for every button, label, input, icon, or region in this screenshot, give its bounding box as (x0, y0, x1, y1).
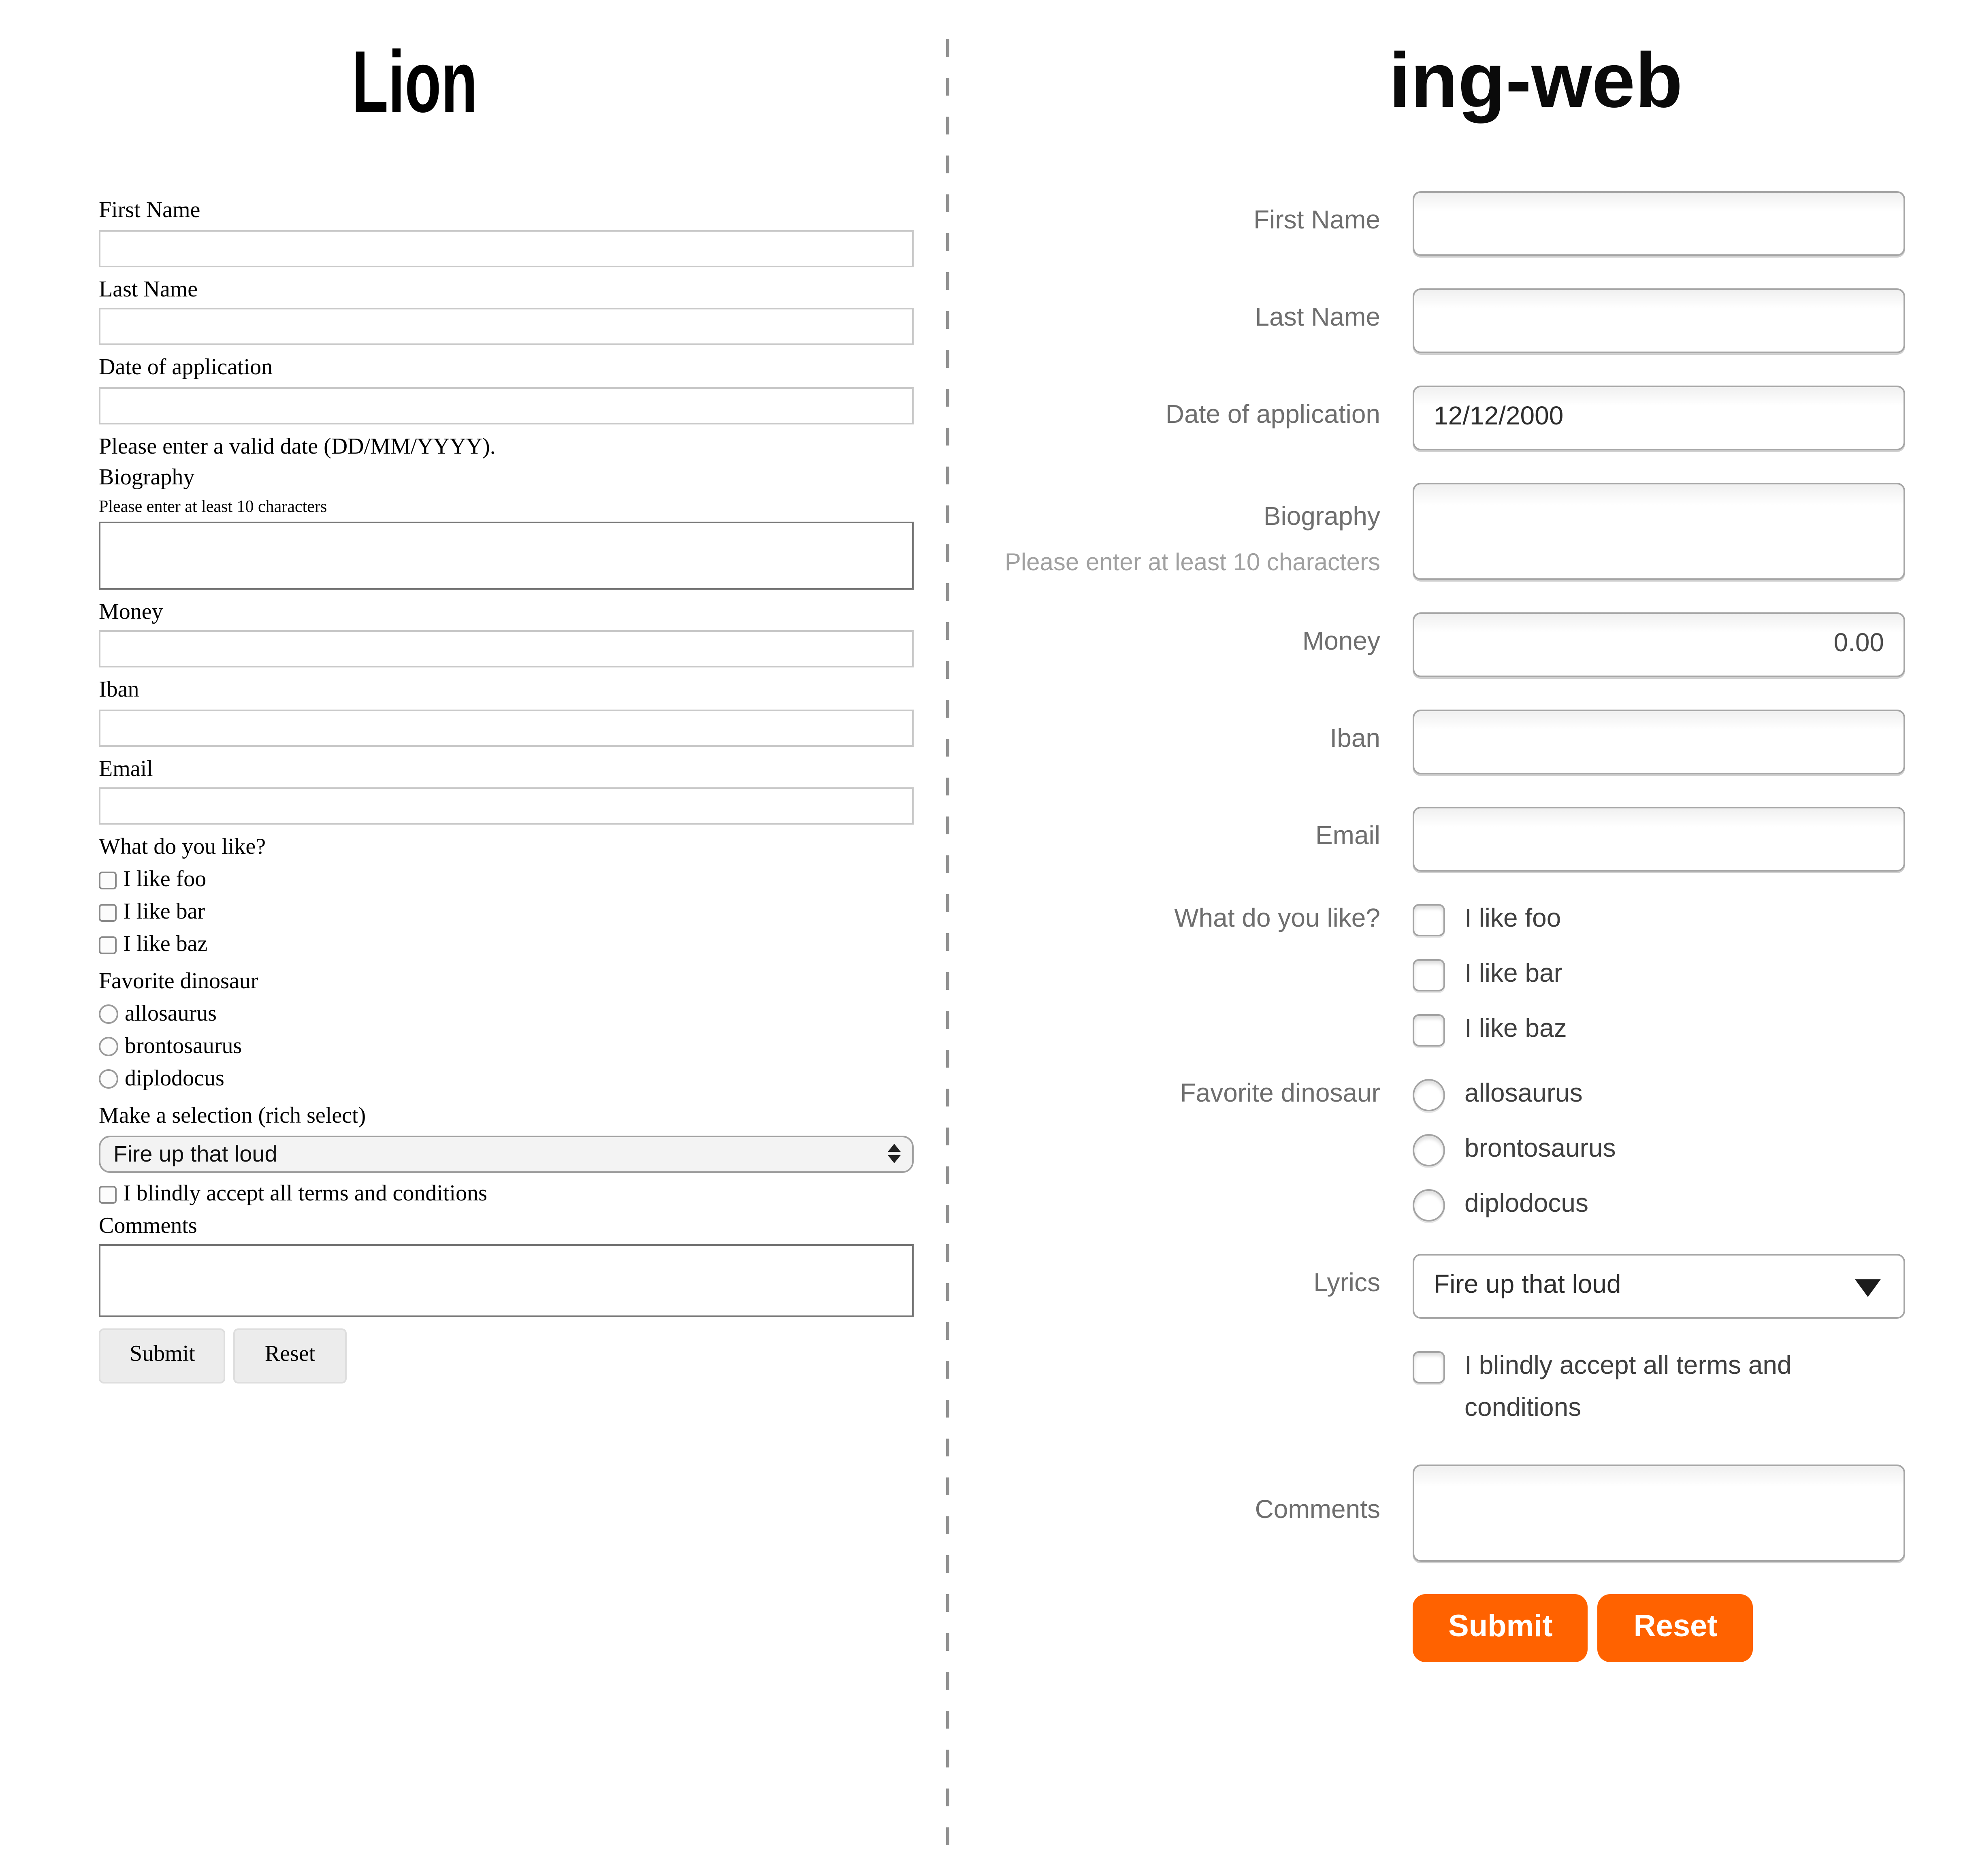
radio-icon[interactable] (99, 1005, 118, 1025)
like-foo-row[interactable] (1413, 904, 1905, 936)
money-input[interactable] (99, 631, 914, 668)
iban-row (972, 710, 1976, 774)
like-baz-row[interactable] (99, 931, 914, 959)
email-label: Email (1315, 823, 1380, 851)
ingweb-form (972, 190, 1976, 1661)
radio-icon[interactable] (99, 1038, 118, 1057)
lion-title (99, 32, 731, 133)
iban-label: Iban (1330, 726, 1380, 754)
checkbox-icon[interactable] (99, 872, 117, 889)
biography-label: Biography (99, 467, 195, 491)
dino-allosaurus-row[interactable] (99, 1001, 914, 1029)
radio-icon[interactable] (1413, 1189, 1445, 1222)
checkbox-icon[interactable] (1413, 959, 1445, 991)
terms-row (972, 1351, 1976, 1432)
date-helper: Please enter a valid date (DD/MM/YYYY). (99, 435, 496, 460)
ingweb-pane (959, 0, 1976, 1694)
dinosaur-label: Favorite dinosaur (1180, 1080, 1380, 1108)
checkbox-icon[interactable] (99, 904, 117, 922)
dinosaur-row (972, 1079, 1976, 1222)
like-bar-label: I like bar (123, 900, 205, 925)
submit-button[interactable]: Submit (1413, 1594, 1588, 1662)
dino-diplodocus-label: diplodocus (125, 1067, 224, 1091)
radio-icon[interactable] (1413, 1134, 1445, 1166)
money-row (972, 612, 1976, 677)
first-name-input[interactable] (99, 229, 914, 266)
like-baz-row[interactable] (1413, 1014, 1905, 1047)
like-foo-row[interactable] (99, 866, 914, 895)
date-row (972, 385, 1976, 450)
biography-row (972, 482, 1976, 580)
biography-textarea[interactable] (99, 521, 914, 589)
email-row (972, 807, 1976, 872)
like-bar-row[interactable] (99, 899, 914, 927)
buttons-spacer (972, 1594, 1380, 1662)
date-label: Date of application (1165, 402, 1380, 430)
comments-row (972, 1464, 1976, 1561)
dino-brontosaurus-label: brontosaurus (1464, 1135, 1616, 1163)
date-input[interactable] (1413, 385, 1905, 450)
lion-buttons (99, 1329, 914, 1384)
money-label: Money (99, 600, 163, 625)
checkbox-icon[interactable] (1413, 1014, 1445, 1047)
radio-icon[interactable] (99, 1070, 118, 1089)
first-name-label: First Name (1253, 207, 1380, 235)
iban-input[interactable] (99, 709, 914, 746)
biography-helper: Please enter at least 10 characters (1004, 550, 1380, 578)
column-divider (946, 39, 949, 1848)
dino-allosaurus-label: allosaurus (125, 1002, 217, 1027)
ingweb-buttons (1413, 1594, 1905, 1662)
lyrics-row (972, 1254, 1976, 1319)
money-input[interactable] (1413, 612, 1905, 677)
terms-label-spacer (972, 1351, 1380, 1432)
dino-allosaurus-row[interactable] (1413, 1079, 1905, 1111)
biography-textarea[interactable] (1413, 482, 1905, 579)
rich-select-label: Make a selection (rich select) (99, 1105, 366, 1130)
iban-input[interactable] (1413, 710, 1905, 774)
likes-question-label: What do you like? (99, 836, 266, 861)
last-name-label: Last Name (1255, 305, 1380, 333)
radio-icon[interactable] (1413, 1079, 1445, 1111)
rich-select[interactable] (99, 1135, 914, 1172)
select-spinner-icon (888, 1144, 901, 1164)
like-baz-label: I like baz (123, 932, 208, 957)
lion-pane (99, 0, 914, 1384)
lion-title-text: Lion (352, 34, 477, 131)
email-input[interactable] (99, 788, 914, 825)
iban-label: Iban (99, 679, 139, 704)
money-label: Money (1302, 629, 1380, 657)
terms-label: I blindly accept all terms and conditions (123, 1182, 487, 1207)
like-bar-label: I like bar (1464, 960, 1562, 988)
last-name-input[interactable] (99, 308, 914, 345)
like-foo-label: I like foo (1464, 905, 1561, 933)
first-name-row (972, 190, 1976, 255)
like-foo-label: I like foo (123, 868, 207, 892)
last-name-label: Last Name (99, 278, 198, 303)
comments-textarea[interactable] (99, 1245, 914, 1317)
date-input[interactable] (99, 386, 914, 424)
chevron-down-icon (1855, 1279, 1881, 1297)
lyrics-label: Lyrics (1313, 1271, 1380, 1298)
comments-label: Comments (1255, 1497, 1380, 1525)
dino-diplodocus-row[interactable] (99, 1066, 914, 1094)
last-name-input[interactable] (1413, 288, 1905, 352)
likes-question-label: What do you like? (1174, 905, 1380, 933)
first-name-label: First Name (99, 199, 200, 224)
buttons-row (972, 1594, 1976, 1662)
biography-label-block (972, 482, 1380, 580)
likes-group (1413, 904, 1905, 1047)
terms-label: I blindly accept all terms and conditions (1464, 1352, 1792, 1423)
checkbox-icon[interactable] (1413, 904, 1445, 936)
dino-diplodocus-label: diplodocus (1464, 1190, 1588, 1218)
ingweb-title: ing-web (1389, 39, 1683, 125)
comments-textarea[interactable] (1413, 1464, 1905, 1561)
comments-label: Comments (99, 1214, 197, 1239)
checkbox-icon[interactable] (1413, 1351, 1445, 1384)
checkbox-icon[interactable] (99, 936, 117, 954)
first-name-input[interactable] (1413, 190, 1905, 255)
dino-brontosaurus-row[interactable] (99, 1033, 914, 1062)
dino-brontosaurus-row[interactable] (1413, 1134, 1905, 1166)
last-name-row (972, 288, 1976, 352)
terms-control[interactable] (1413, 1351, 1905, 1432)
lyrics-select[interactable] (1413, 1254, 1905, 1319)
rich-select-value: Fire up that loud (113, 1141, 277, 1167)
email-label: Email (99, 757, 153, 782)
dino-brontosaurus-label: brontosaurus (125, 1034, 242, 1059)
dino-diplodocus-row[interactable] (1413, 1189, 1905, 1222)
lion-form (99, 198, 914, 1384)
like-bar-row[interactable] (1413, 959, 1905, 991)
date-label: Date of application (99, 356, 273, 381)
dinosaur-group (1413, 1079, 1905, 1222)
reset-button[interactable]: Reset (1598, 1594, 1753, 1662)
email-input[interactable] (1413, 807, 1905, 872)
biography-label: Biography (1263, 503, 1380, 531)
lyrics-select-value: Fire up that loud (1434, 1271, 1621, 1299)
likes-row (972, 904, 1976, 1047)
like-baz-label: I like baz (1464, 1015, 1567, 1043)
submit-button[interactable]: Submit (99, 1329, 226, 1384)
reset-button[interactable]: Reset (234, 1329, 346, 1384)
checkbox-icon[interactable] (99, 1186, 117, 1204)
terms-row[interactable] (99, 1181, 914, 1209)
biography-helper: Please enter at least 10 characters (99, 498, 327, 516)
dino-allosaurus-label: allosaurus (1464, 1080, 1583, 1108)
dinosaur-label: Favorite dinosaur (99, 970, 258, 995)
